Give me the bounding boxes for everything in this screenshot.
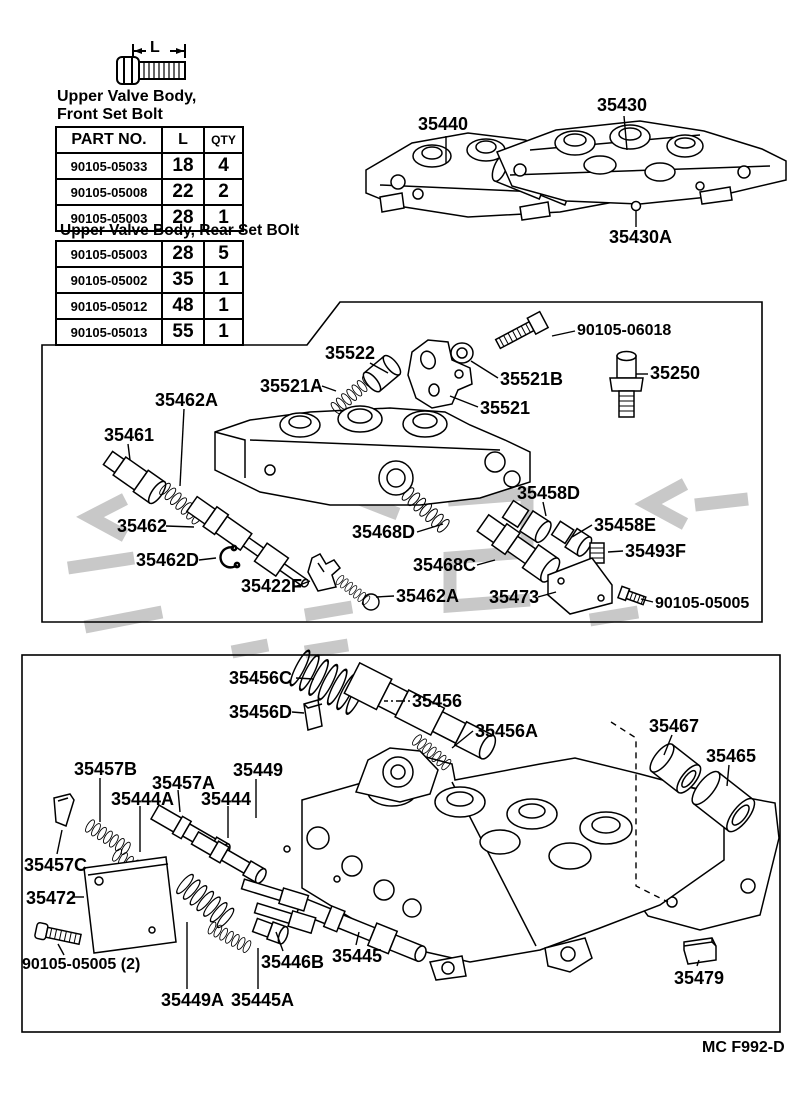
rear-table-title: Upper Valve Body, Rear Set BOlt bbox=[60, 222, 300, 239]
part-35422f-clamp bbox=[308, 554, 340, 591]
rear-set-bolt-table bbox=[55, 240, 244, 346]
part-label-35456d: 35456D bbox=[229, 702, 293, 722]
header-length: L bbox=[162, 127, 204, 153]
part-label-35457a: 35457A bbox=[152, 773, 216, 793]
part-label-35458d: 35458D bbox=[517, 483, 581, 503]
rear-row3-length: 55 bbox=[162, 319, 204, 345]
part-label-90105-05005-2: 90105-05005 (2) bbox=[22, 956, 141, 973]
part-label-35462d: 35462D bbox=[136, 550, 200, 570]
front-set-bolt-table bbox=[55, 126, 244, 232]
part-label-35445: 35445 bbox=[332, 946, 383, 966]
part-35457c-key bbox=[54, 794, 74, 826]
part-90105-05005-2-bolt bbox=[34, 922, 81, 947]
part-label-35446b: 35446B bbox=[261, 952, 325, 972]
part-35445a-spring bbox=[207, 921, 253, 954]
middle-valve-body-drawing bbox=[215, 406, 530, 505]
part-35449-bracket bbox=[356, 748, 438, 802]
part-label-35467: 35467 bbox=[649, 716, 700, 736]
bolt-length-dimension-label: L bbox=[150, 39, 160, 56]
part-label-35445a: 35445A bbox=[231, 990, 295, 1010]
part-label-35458e: 35458E bbox=[594, 515, 657, 535]
part-label-35521b: 35521B bbox=[500, 369, 564, 389]
table-row bbox=[56, 153, 243, 179]
part-label-35521: 35521 bbox=[480, 398, 531, 418]
rear-row2-qty: 1 bbox=[204, 293, 243, 319]
part-35430a-drawing bbox=[632, 202, 641, 211]
part-label-35457b: 35457B bbox=[74, 759, 138, 779]
table-row bbox=[56, 241, 243, 267]
part-label-35493f: 35493F bbox=[625, 541, 687, 561]
rear-row1-length: 35 bbox=[162, 267, 204, 293]
part-35444-valve bbox=[191, 830, 269, 886]
table-row bbox=[56, 179, 243, 205]
part-label-35468d: 35468D bbox=[352, 522, 416, 542]
part-35521b-ring bbox=[451, 343, 473, 363]
rear-row0-qty: 5 bbox=[204, 241, 243, 267]
front-row1-length: 22 bbox=[162, 179, 204, 205]
part-label-35522: 35522 bbox=[325, 343, 376, 363]
part-label-35444a: 35444A bbox=[111, 789, 175, 809]
rear-row3-part-no: 90105-05013 bbox=[56, 319, 162, 345]
part-label-35473: 35473 bbox=[489, 587, 540, 607]
front-row2-length: 28 bbox=[162, 205, 204, 231]
header-qty: QTY bbox=[204, 127, 243, 153]
part-35479-block bbox=[684, 938, 716, 964]
part-label-35472: 35472 bbox=[26, 888, 77, 908]
part-label-90105-05005: 90105-05005 bbox=[655, 595, 750, 612]
part-label-35456a: 35456A bbox=[475, 721, 539, 741]
part-label-35430: 35430 bbox=[597, 95, 648, 115]
rear-row3-qty: 1 bbox=[204, 319, 243, 345]
part-label-35461: 35461 bbox=[104, 425, 155, 445]
part-35449a-spring bbox=[174, 872, 236, 929]
part-label-35250: 35250 bbox=[650, 363, 701, 383]
part-label-35462: 35462 bbox=[117, 516, 168, 536]
rear-row1-qty: 1 bbox=[204, 267, 243, 293]
part-35250-valve bbox=[610, 352, 643, 418]
table-row bbox=[56, 319, 243, 345]
front-row2-part-no: 90105-05003 bbox=[56, 205, 162, 231]
part-label-35456c: 35456C bbox=[229, 668, 293, 688]
part-35461-piston bbox=[101, 447, 169, 506]
part-35456d-block bbox=[304, 700, 322, 730]
part-35457b-spring bbox=[84, 819, 132, 856]
rear-row2-part-no: 90105-05012 bbox=[56, 293, 162, 319]
front-row0-length: 18 bbox=[162, 153, 204, 179]
part-35462d-clip bbox=[221, 546, 240, 568]
figure-code: MC F992-D bbox=[702, 1039, 785, 1056]
header-part-no: PART NO. bbox=[56, 127, 162, 153]
part-90105-06018-bolt bbox=[494, 312, 548, 352]
part-90105-05005-screw bbox=[618, 586, 647, 606]
part-label-35456: 35456 bbox=[412, 691, 463, 711]
front-row0-part-no: 90105-05033 bbox=[56, 153, 162, 179]
part-label-35479: 35479 bbox=[674, 968, 725, 988]
front-row1-part-no: 90105-05008 bbox=[56, 179, 162, 205]
part-label-35440: 35440 bbox=[418, 114, 469, 134]
part-label-35468c: 35468C bbox=[413, 555, 477, 575]
part-label-90105-06018: 90105-06018 bbox=[577, 322, 672, 339]
part-label-35449a: 35449A bbox=[161, 990, 225, 1010]
rear-row0-part-no: 90105-05003 bbox=[56, 241, 162, 267]
part-label-35449: 35449 bbox=[233, 760, 284, 780]
front-table-title-line1: Upper Valve Body, bbox=[57, 88, 197, 105]
front-row0-qty: 4 bbox=[204, 153, 243, 179]
table-row bbox=[56, 293, 243, 319]
front-table-title-line2: Front Set Bolt bbox=[57, 106, 163, 123]
part-label-35462a-lower: 35462A bbox=[396, 586, 460, 606]
upper-valve-body-rear-drawing bbox=[497, 121, 786, 204]
part-label-35422f: 35422F bbox=[241, 576, 303, 596]
table-row bbox=[56, 267, 243, 293]
part-label-35462a-upper: 35462A bbox=[155, 390, 219, 410]
part-label-35521a: 35521A bbox=[260, 376, 324, 396]
part-35472-plate bbox=[84, 857, 176, 953]
part-label-35444: 35444 bbox=[201, 789, 252, 809]
part-label-35430a: 35430A bbox=[609, 227, 673, 247]
part-label-35465: 35465 bbox=[706, 746, 757, 766]
table-header-row bbox=[56, 127, 243, 153]
part-label-35457c: 35457C bbox=[24, 855, 88, 875]
front-row1-qty: 2 bbox=[204, 179, 243, 205]
rear-row1-part-no: 90105-05002 bbox=[56, 267, 162, 293]
front-row2-qty: 1 bbox=[204, 205, 243, 231]
rear-row0-length: 28 bbox=[162, 241, 204, 267]
rear-row2-length: 48 bbox=[162, 293, 204, 319]
part-35458e-piston bbox=[550, 519, 594, 558]
